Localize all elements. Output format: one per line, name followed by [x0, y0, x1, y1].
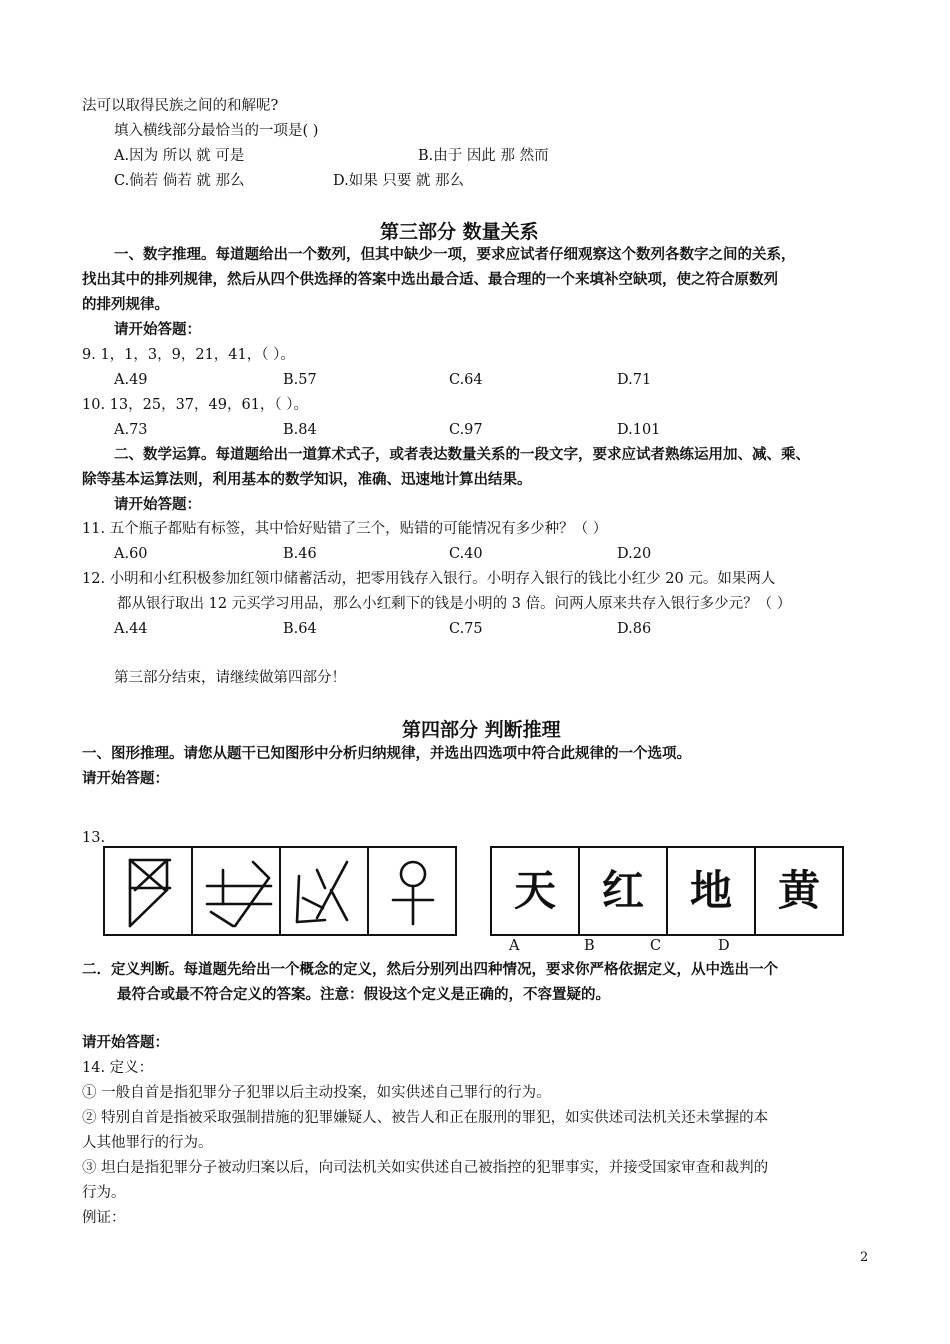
- choice-a[interactable]: 天: [492, 848, 580, 934]
- example-label: 例证：: [82, 1210, 126, 1226]
- option-a: A.60: [114, 546, 148, 562]
- start-label: 请开始答题：: [114, 321, 201, 338]
- figure-3: [281, 848, 369, 934]
- instruction-line: 最符合或最不符合定义的答案。注意：假设这个定义是正确的，不容置疑的。: [117, 986, 610, 1003]
- figure-4: [369, 848, 455, 934]
- section-title-part4: 第四部分 判断推理: [402, 719, 561, 741]
- instruction-line: 一、图形推理。请您从题干已知图形中分析归纳规律，并选出四选项中符合此规律的一个选项。: [82, 745, 691, 762]
- section-end-note: 第三部分结束，请继续做第四部分！: [114, 670, 346, 686]
- figure-2: [193, 848, 281, 934]
- option-a: A.49: [114, 372, 148, 388]
- option-a: A.44: [114, 621, 148, 637]
- answer-choices-grid: [490, 846, 844, 936]
- question-prompt: 填入横线部分最恰当的一项是( ): [114, 123, 319, 139]
- question-13: 13.: [82, 830, 106, 846]
- choice-label-b: B: [584, 938, 595, 954]
- figure-1-strokes: [105, 848, 191, 934]
- option-d: D.20: [617, 546, 652, 562]
- instruction-line: 一、数字推理。每道题给出一个数列，但其中缺少一项，要求应试者仔细观察这个数列各数字之间的关系，: [114, 246, 796, 263]
- figure-3-strokes: [281, 848, 367, 934]
- question-9: 9. 1，1，3，9，21，41，（ ）。: [82, 347, 295, 363]
- instruction-line: 二．定义判断。每道题先给出一个概念的定义，然后分别列出四种情况，要求你严格依据定义，从中选出一个: [82, 961, 778, 978]
- option-b: B.57: [283, 372, 317, 388]
- section-title-part3: 第三部分 数量关系: [380, 221, 539, 243]
- option-d: D.86: [617, 621, 652, 637]
- option-b: B.46: [283, 546, 317, 562]
- instruction-line: 除等基本运算法则，利用基本的数学知识，准确、迅速地计算出结果。: [82, 471, 532, 488]
- choice-label-a: A: [509, 938, 520, 954]
- definition-2-cont: 人其他罪行的行为。: [82, 1135, 213, 1151]
- figure-2-strokes: [193, 848, 279, 934]
- option-b: B.64: [283, 621, 317, 637]
- instruction-line: 的排列规律。: [82, 296, 169, 313]
- figure-4-strokes: [369, 848, 455, 934]
- option-c: C.97: [449, 422, 483, 438]
- definition-2: ② 特别自首是指被采取强制措施的犯罪嫌疑人、被告人和正在服刑的罪犯，如实供述司法机关还未掌握的本: [82, 1110, 769, 1126]
- option-c: C.64: [449, 372, 483, 388]
- question-11: 11. 五个瓶子都贴有标签，其中恰好贴错了三个，贴错的可能情况有多少种？（ ）: [82, 521, 608, 537]
- option-a: A.因为 所以 就 可是: [114, 148, 245, 164]
- option-c: C.75: [449, 621, 483, 637]
- question-10: 10. 13，25，37，49，61，（ ）。: [82, 397, 309, 413]
- question-14: 14. 定义：: [82, 1060, 154, 1076]
- option-c: C.倘若 倘若 就 那么: [114, 173, 245, 189]
- start-label: 请开始答题：: [114, 496, 201, 513]
- option-c: C.40: [449, 546, 483, 562]
- question-figure-grid: [103, 846, 457, 936]
- text-line: 法可以取得民族之间的和解呢?: [82, 98, 279, 114]
- start-label: 请开始答题：: [82, 1034, 169, 1051]
- choice-c[interactable]: 地: [668, 848, 756, 934]
- option-d: D.71: [617, 372, 652, 388]
- choice-label-c: C: [650, 938, 662, 954]
- instruction-line: 找出其中的排列规律，然后从四个供选择的答案中选出最合适、最合理的一个来填补空缺项，使之符合原数列: [82, 271, 778, 288]
- option-d: D.如果 只要 就 那么: [333, 173, 465, 189]
- definition-3-cont: 行为。: [82, 1185, 126, 1201]
- choice-b[interactable]: 红: [580, 848, 668, 934]
- option-b: B.由于 因此 那 然而: [418, 148, 549, 164]
- question-12-cont: 都从银行取出 12 元买学习用品，那么小红剩下的钱是小明的 3 倍。问两人原来共存入银行多少元？（ ）: [117, 596, 792, 612]
- definition-1: ① 一般自首是指犯罪分子犯罪以后主动投案，如实供述自己罪行的行为。: [82, 1085, 551, 1101]
- option-d: D.101: [617, 422, 661, 438]
- definition-3: ③ 坦白是指犯罪分子被动归案以后，向司法机关如实供述自己被指控的犯罪事实，并接受国家审查和裁判的: [82, 1160, 769, 1176]
- start-label: 请开始答题：: [82, 770, 169, 787]
- question-12: 12. 小明和小红积极参加红领巾储蓄活动，把零用钱存入银行。小明存入银行的钱比小红少 20 元。如果两人: [82, 571, 776, 587]
- figure-1: [105, 848, 193, 934]
- option-a: A.73: [114, 422, 148, 438]
- instruction-line: 二、数学运算。每道题给出一道算术式子，或者表达数量关系的一段文字，要求应试者熟练运用加、减、乘、: [114, 446, 810, 463]
- choice-label-d: D: [718, 938, 730, 954]
- page-number: 2: [860, 1250, 869, 1265]
- option-b: B.84: [283, 422, 317, 438]
- choice-d[interactable]: 黄: [777, 866, 820, 915]
